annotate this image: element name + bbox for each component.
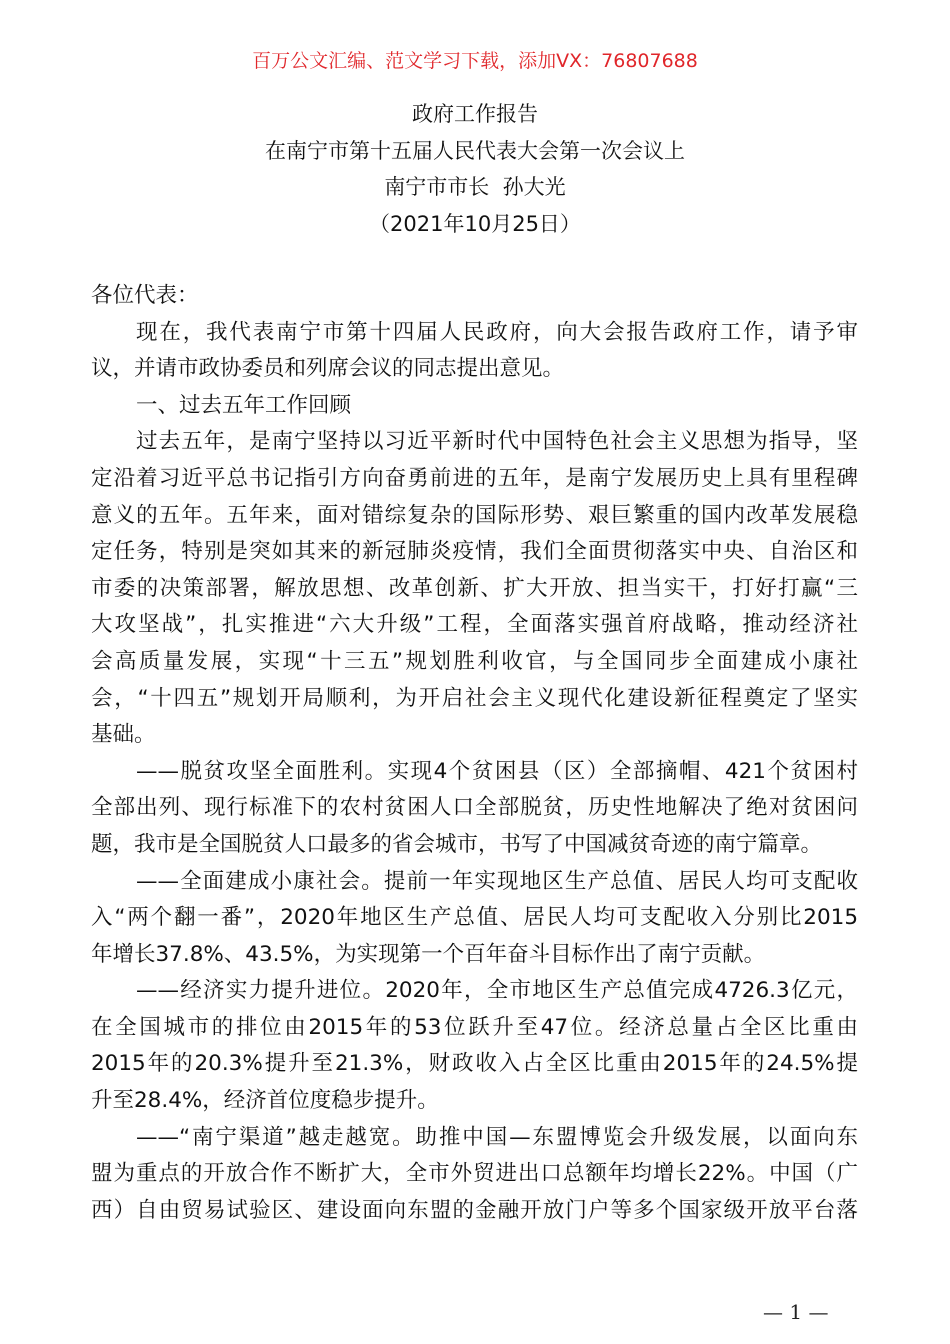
text-line: 全部出列、现行标准下的农村贫困人口全部脱贫，历史性地解决了绝对贫困问: [91, 795, 858, 821]
text-line: 在全国城市的排位由2015年的53位跃升至47位。经济总量占全区比重由: [91, 1014, 858, 1040]
text-line: 升至28.4%，经济首位度稳步提升。: [91, 1088, 439, 1114]
report-date: （2021年10月25日）: [369, 212, 581, 236]
document-body: [91, 278, 858, 1229]
text-line: 大攻坚战”，扎实推进“六大升级”工程，全面落实强首府战略，推动经济社: [91, 612, 858, 638]
paragraph: [91, 973, 858, 1119]
text-line: 意义的五年。五年来，面对错综复杂的国际形势、艰巨繁重的国内改革发展稳: [91, 502, 858, 528]
text-line: 西）自由贸易试验区、建设面向东盟的金融开放门户等多个国家级开放平台落: [91, 1197, 858, 1223]
text-line: 市委的决策部署，解放思想、改革创新、扩大开放、担当实干，打好打赢“三: [91, 575, 858, 601]
page-number: — 1 —: [763, 1300, 829, 1324]
text-line: 盟为重点的开放合作不断扩大，全市外贸进出口总额年均增长22%。中国（广: [91, 1161, 858, 1187]
text-line: 基础。: [91, 722, 156, 748]
paragraph: [91, 424, 858, 753]
text-line: 2015年的20.3%提升至21.3%，财政收入占全区比重由2015年的24.5%提: [91, 1051, 858, 1077]
paragraph: [91, 864, 858, 974]
text-line: ——全面建成小康社会。提前一年实现地区生产总值、居民人均可支配收: [136, 868, 858, 894]
text-line: 年增长37.8%、43.5%，为实现第一个百年奋斗目标作出了南宁贡献。: [91, 941, 766, 967]
watermark-banner: 百万公文汇编、范文学习下载，添加VX：76807688: [252, 50, 698, 72]
text-line: 过去五年，是南宁坚持以习近平新时代中国特色社会主义思想为指导，坚: [136, 429, 858, 455]
paragraph: [91, 388, 858, 425]
text-line: 入“两个翻一番”，2020年地区生产总值、居民人均可支配收入分别比2015: [91, 905, 858, 931]
text-line: 一、过去五年工作回顾: [136, 392, 352, 418]
paragraph: [91, 754, 858, 864]
text-line: 定沿着习近平总书记指引方向奋勇前进的五年，是南宁发展历史上具有里程碑: [91, 465, 858, 491]
text-line: ——“南宁渠道”越走越宽。助推中国—东盟博览会升级发展，以面向东: [136, 1124, 858, 1150]
text-line: 现在，我代表南宁市第十四届人民政府，向大会报告政府工作，请予审: [136, 319, 858, 345]
document-title: 政府工作报告: [412, 102, 538, 126]
speaker: 南宁市市长 孙大光: [384, 175, 566, 199]
text-line: 题，我市是全国脱贫人口最多的省会城市，书写了中国减贫奇迹的南宁篇章。: [91, 831, 823, 857]
text-line: 议，并请市政协委员和列席会议的同志提出意见。: [91, 356, 565, 382]
text-line: ——经济实力提升进位。2020年，全市地区生产总值完成4726.3亿元，: [136, 978, 858, 1004]
paragraph: [91, 315, 858, 388]
text-line: 各位代表：: [91, 283, 199, 308]
text-line: 会，“十四五”规划开局顺利，为开启社会主义现代化建设新征程奠定了坚实: [91, 685, 858, 711]
text-line: 会高质量发展，实现“十三五”规划胜利收官，与全国同步全面建成小康社: [91, 648, 858, 674]
paragraph: [91, 1120, 858, 1230]
paragraph: [91, 278, 858, 315]
meeting-occasion: 在南宁市第十五届人民代表大会第一次会议上: [265, 139, 685, 163]
text-line: ——脱贫攻坚全面胜利。实现4个贫困县（区）全部摘帽、421个贫困村: [136, 758, 858, 784]
text-line: 定任务，特别是突如其来的新冠肺炎疫情，我们全面贯彻落实中央、自治区和: [91, 539, 858, 565]
